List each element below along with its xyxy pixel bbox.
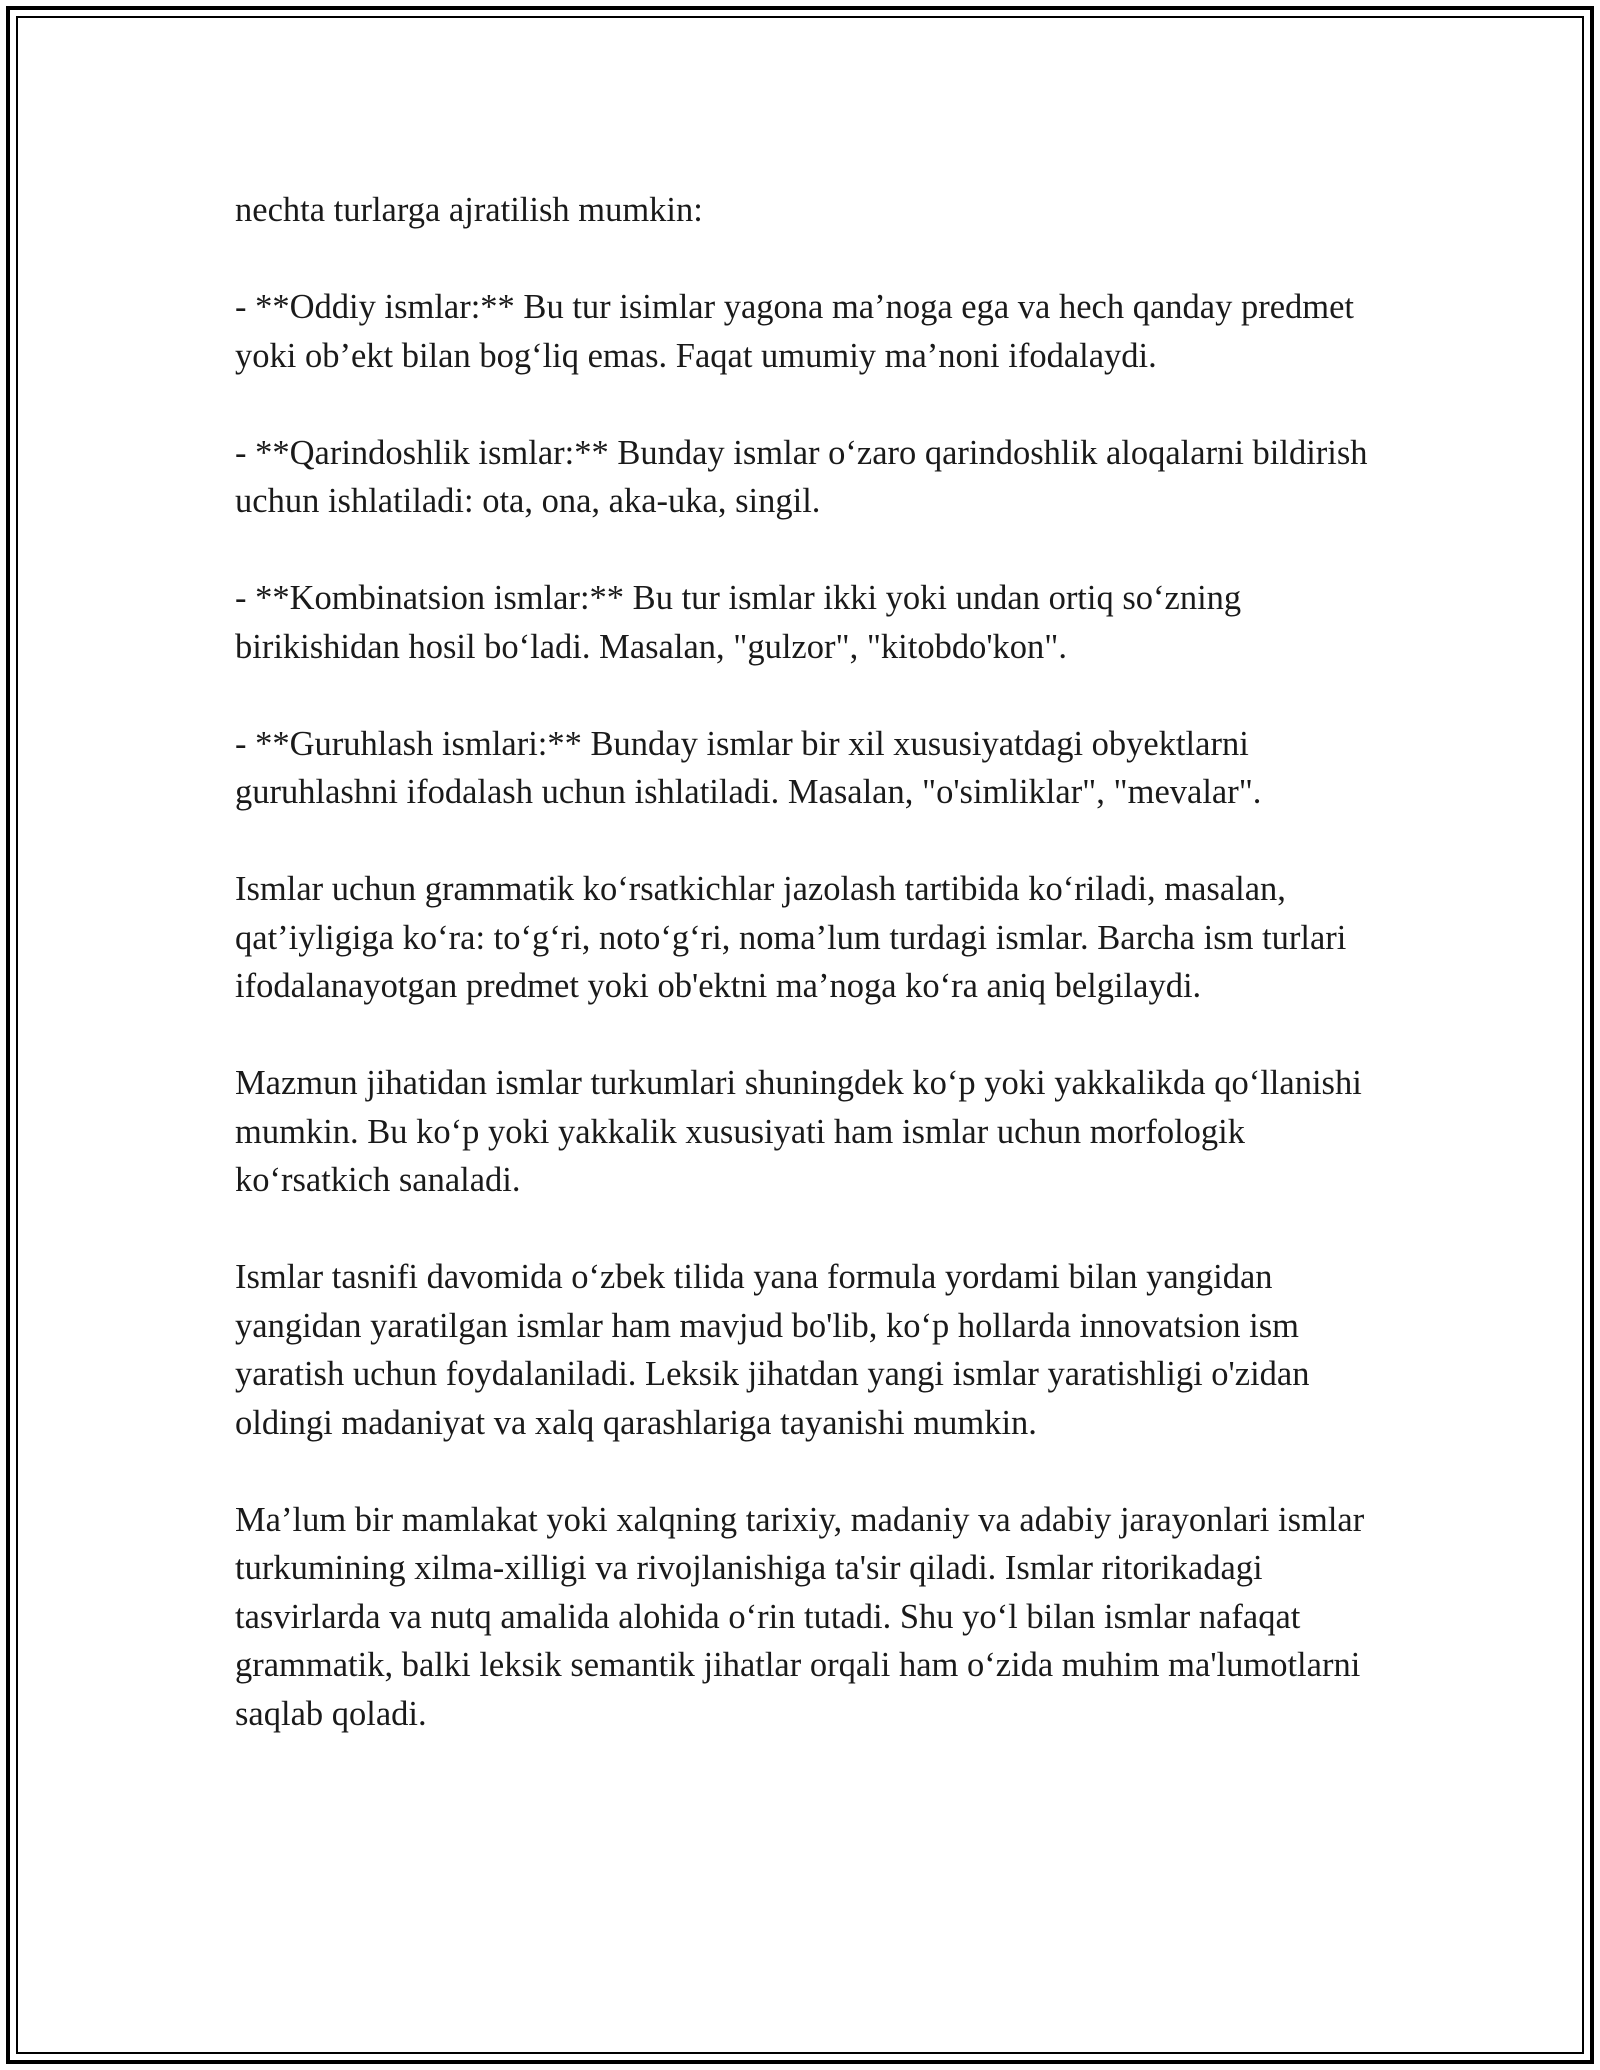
paragraph-oddiy-ismlar: - **Oddiy ismlar:** Bu tur isimlar yagona ma’noga ega va hech qanday predmet yoki ob’ekt bilan bog‘liq emas. Faqat umumiy ma’noni ifodalaydi. [235, 288, 1355, 375]
paragraph-guruhlash-ismlari: - **Guruhlash ismlari:** Bunday ismlar bir xil xususiyatdagi obyektlarni guruhlashni ifodalash uchun ishlatiladi. Masalan, "o'simliklar", "mevalar". [235, 724, 1262, 811]
paragraph-intro: nechta turlarga ajratilish mumkin: [235, 191, 703, 229]
paragraph-mazmun-jihatidan: Mazmun jihatidan ismlar turkumlari shuningdek ko‘p yoki yakkalikda qo‘llanishi mumkin. Bu ko‘p yoki yakkalik xususiyati ham ismlar uchun morfologik ko‘rsatkich sanaladi. [235, 1064, 1362, 1199]
paragraph-qarindoshlik-ismlar: - **Qarindoshlik ismlar:** Bunday ismlar o‘zaro qarindoshlik aloqalarni bildirish uchun ishlatiladi: ota, ona, aka-uka, singil. [235, 433, 1368, 520]
paragraph-malum-mamlakat: Ma’lum bir mamlakat yoki xalqning tarixiy, madaniy va adabiy jarayonlari ismlar turkumining xilma-xilligi va rivojlanishiga ta'sir qiladi. Ismlar ritorikadagi tasvirlarda va nutq amalida alohida o‘rin tutadi. Shu yo‘l bilan ismlar nafaqat grammatik, balki leksik semantik jihatlar orqali ham o‘zida muhim ma'lumotlarni saqlab qoladi. [235, 1500, 1365, 1733]
document-body [235, 186, 1375, 1787]
paragraph-grammatik-korsatkichlar: Ismlar uchun grammatik ko‘rsatkichlar jazolash tartibida ko‘riladi, masalan, qat’iyligiga ko‘ra: to‘g‘ri, noto‘g‘ri, noma’lum turdagi ismlar. Barcha ism turlari ifodalanayotgan predmet yoki ob'ektni ma’noga ko‘ra aniq belgilaydi. [235, 870, 1347, 1005]
paragraph-kombinatsion-ismlar: - **Kombinatsion ismlar:** Bu tur ismlar ikki yoki undan ortiq so‘zning birikishidan hosil bo‘ladi. Masalan, "gulzor", "kitobdo'kon". [235, 579, 1242, 666]
paragraph-ismlar-tasnifi: Ismlar tasnifi davomida o‘zbek tilida yana formula yordami bilan yangidan yangidan yaratilgan ismlar ham mavjud bo'lib, ko‘p hollarda innovatsion ism yaratish uchun foydalaniladi. Leksik jihatdan yangi ismlar yaratishligi o'zidan oldingi madaniyat va xalq qarashlariga tayanishi mumkin. [235, 1258, 1310, 1442]
